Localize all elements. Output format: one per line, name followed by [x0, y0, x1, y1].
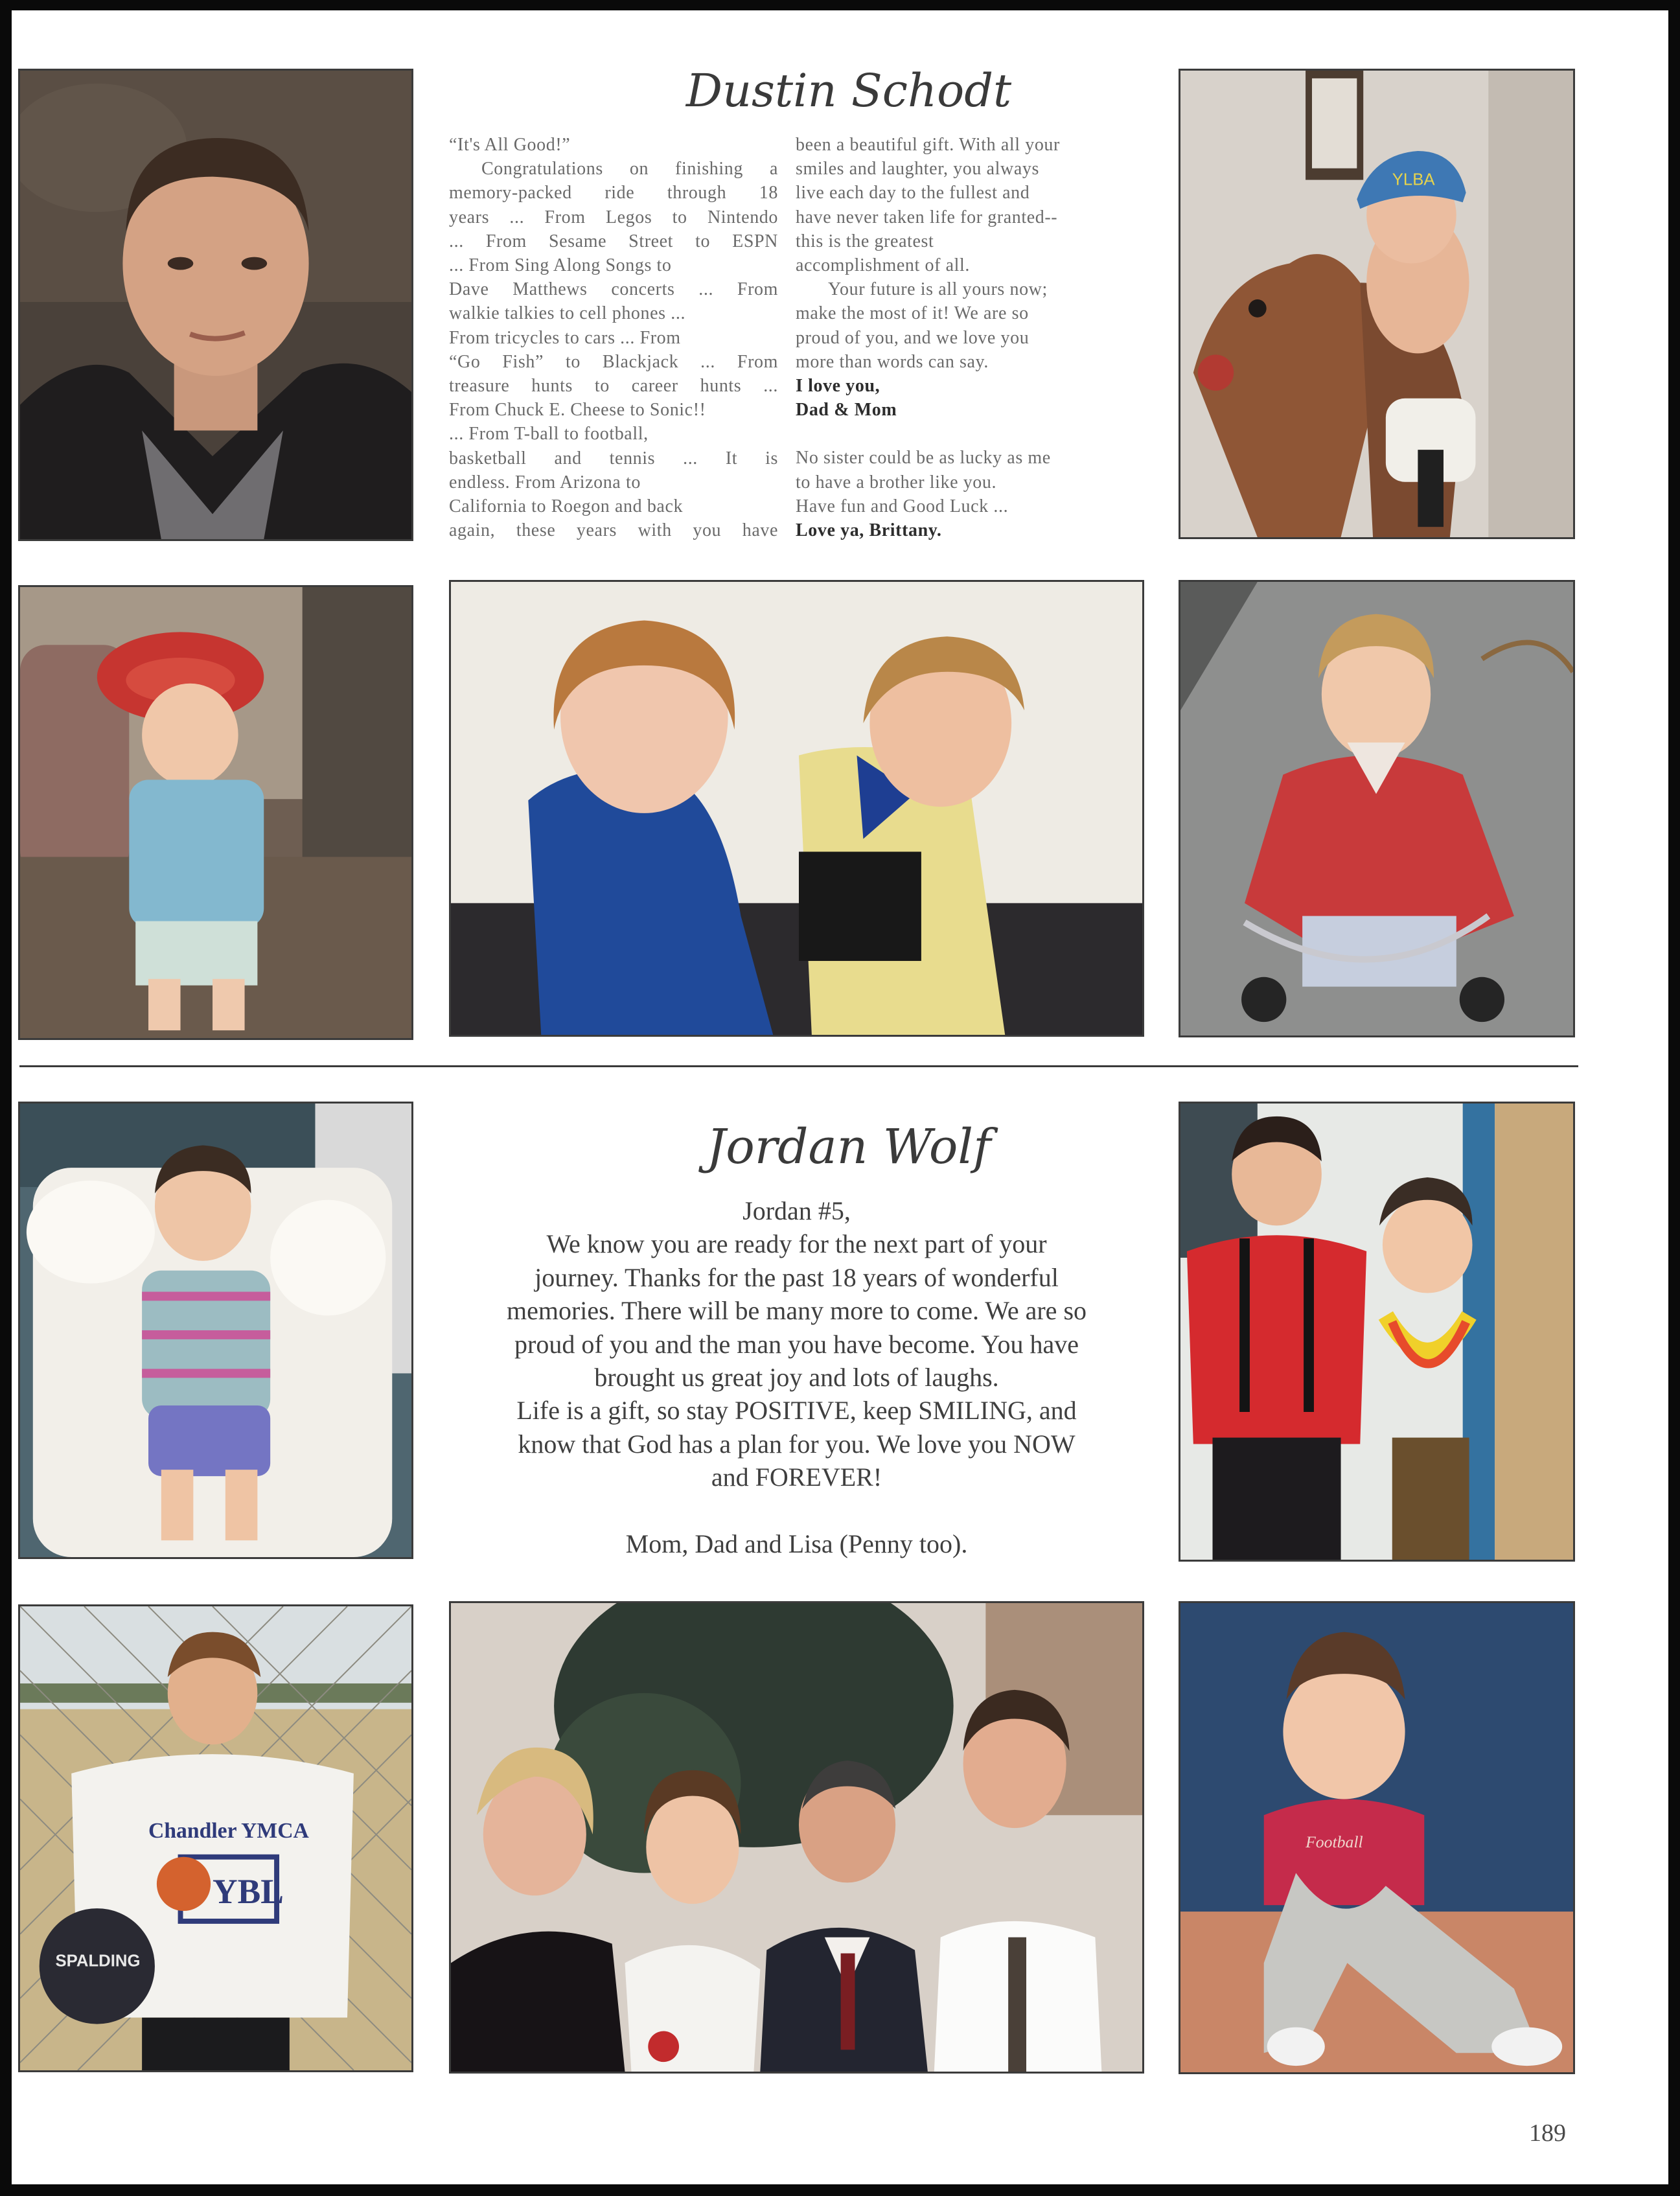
- text-line: treasure hunts to career hunts ...: [449, 376, 778, 397]
- dustin-name-title: Dustin Schodt: [685, 64, 1012, 117]
- text-line: California to Roegon and back: [449, 496, 684, 517]
- text-line: No sister could be as lucky as me: [796, 448, 1051, 468]
- shirt-logo-lettering: YBL: [213, 1872, 284, 1912]
- text-line: memory-packed ride through 18: [449, 183, 778, 203]
- text-line: years ... From Legos to Nintendo: [449, 207, 778, 227]
- text-line: more than words can say.: [796, 351, 989, 372]
- basketball-photo: [18, 1604, 413, 2072]
- text-line: Jordan #5,: [742, 1196, 851, 1225]
- dustin-letter-right-column: [796, 133, 1131, 542]
- text-line: journey. Thanks for the past 18 years of wonderful: [535, 1262, 1059, 1292]
- text-line: proud of you, and we love you: [796, 327, 1030, 348]
- section-divider: [19, 1065, 1578, 1067]
- text-line: this is the greatest: [796, 231, 934, 251]
- dustin-letter-left-column: [449, 133, 778, 542]
- text-line: ... From Sing Along Songs to: [449, 255, 672, 276]
- text-line: Your future is all yours now;: [828, 279, 1048, 300]
- letter-signature: Mom, Dad and Lisa (Penny too).: [625, 1529, 968, 1558]
- family-photo: [449, 1601, 1144, 2074]
- text-line: brought us great joy and lots of laughs.: [594, 1363, 999, 1393]
- text-line: endless. From Arizona to: [449, 472, 641, 492]
- baby-photo: [1179, 1601, 1575, 2074]
- text-line: memories. There will be many more to come. We are so: [506, 1296, 1087, 1326]
- ball-lettering: SPALDING: [55, 1952, 141, 1971]
- text-line: accomplishment of all.: [796, 255, 971, 276]
- text-line: to have a brother like you.: [796, 472, 997, 492]
- page-number: 189: [1529, 2120, 1566, 2147]
- text-line: and FOREVER!: [711, 1462, 882, 1492]
- signature-line: Dad & Mom: [796, 400, 897, 421]
- rocking-horse-photo: [1179, 69, 1575, 539]
- signature-line: Love ya, Brittany.: [796, 520, 942, 541]
- toddler-red-hat-photo: [18, 585, 413, 1040]
- senior-portrait-photo: [18, 69, 413, 541]
- shirt-lettering: Chandler YMCA: [148, 1818, 309, 1843]
- text-line: ... From Sesame Street to ESPN: [449, 231, 778, 251]
- text-line: Dave Matthews concerts ... From: [449, 279, 778, 300]
- text-line: From tricycles to cars ... From: [449, 327, 681, 348]
- text-line: ... From T-ball to football,: [449, 424, 649, 445]
- siblings-photo: [449, 580, 1144, 1037]
- cap-lettering: YLBA: [1392, 170, 1435, 189]
- signature-line: I love you,: [796, 376, 880, 397]
- hawaiian-costume-photo: [1179, 1102, 1575, 1562]
- text-line: proud of you and the man you have become. You have: [514, 1329, 1079, 1359]
- text-line: Congratulations on finishing a: [481, 159, 778, 179]
- text-line: smiles and laughter, you always: [796, 159, 1039, 179]
- text-line: “Go Fish” to Blackjack ... From: [449, 351, 778, 372]
- text-line: Life is a gift, so stay POSITIVE, keep SMILING, and: [516, 1396, 1077, 1426]
- tricycle-photo: [1179, 580, 1575, 1037]
- boy-on-couch-photo: [18, 1102, 413, 1559]
- text-line: live each day to the fullest and: [796, 183, 1030, 203]
- text-line: From Chuck E. Cheese to Sonic!!: [449, 400, 706, 421]
- text-line: been a beautiful gift. With all your: [796, 135, 1060, 155]
- text-line: know that God has a plan for you. We love you NOW: [518, 1429, 1076, 1459]
- jordan-name-title: Jordan Wolf: [706, 1119, 991, 1175]
- text-line: make the most of it! We are so: [796, 303, 1029, 324]
- text-line: Have fun and Good Luck ...: [796, 496, 1009, 516]
- jordan-letter: [449, 1194, 1144, 1560]
- text-line: have never taken life for granted--: [796, 207, 1058, 227]
- text-line: “It's All Good!”: [449, 135, 571, 155]
- text-line: We know you are ready for the next part of your: [546, 1229, 1047, 1259]
- sweater-lettering: Football: [1306, 1832, 1363, 1851]
- text-line: again, these years with you have: [449, 520, 778, 541]
- text-line: walkie talkies to cell phones ...: [449, 303, 686, 324]
- text-line: basketball and tennis ... It is: [449, 448, 778, 468]
